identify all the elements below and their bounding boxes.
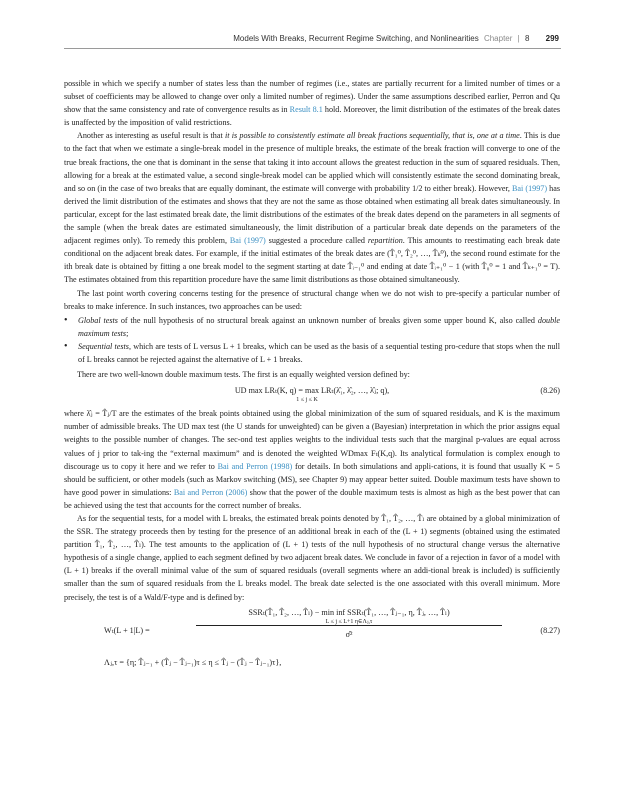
paragraph-5: where λ̂ⱼ = T̂ⱼ/T are the estimates of the break points obtained using the global minimization of the sum of squared residuals, and K is the maximum number of admissible breaks. The UD max test (the U stands for unweighted) can be given a (Bayesian) interpretation in which the prior assigns equal weights to the possible number of changes. The sec-ond test applies weights to the individual tests such that the marginal p-values are equal across values of j prior to tak-ing the “external maximum” and is denoted the weighted WDmax Fₜ(K,q). Its analytical formulation is complex enough to discourage us to copy it here and we refer to Bai and Perron (1998) for details. In both simulations and appli-cations, it is found that usually K = 5 should be sufficient, or other models (such as Markov switching (MS), see Chapter 9) may appear better suited. Double maximum tests have shown to have good power in simulations: Bai and Perron (2006) show that the power of the double maximum tests is almost as high as the best power that can be achieved using the test that accounts for the correct number of breaks. xyxy=(64,409,560,510)
header-title: Models With Breaks, Recurrent Regime Switching, and Nonlinearities xyxy=(233,34,479,43)
body-text xyxy=(64,77,560,672)
paragraph-6: As for the sequential tests, for a model with L breaks, the estimated break points denoted by T̂₁, T̂₂, …, T̂ₗ are obtained by a global minimization of the SSR. The strategy proceeds then by testing for the presence of an additional break in each of the (L + 1) segments (obtained using the estimated partition T̂₁, T̂₂, …, T̂ₗ). The test amounts to the application of (L + 1) tests of the null hypothesis of no structural change versus the alternative hypothesis of a single change, applied to each segment defined by two adjacent break dates. We conclude in favor of a rejection in favor of a model with (L + 1) breaks if the overall minimal value of the sum of squared residuals (overall segments where an addi-tional break is included) is sufficiently smaller than the sum of squared residuals from the L breaks model. The break date selected is the one associated with this overall minimum. More precisely, the test is of a Wald/F-type and is defined by: xyxy=(64,514,560,602)
header-chapter-label: Chapter xyxy=(483,34,513,43)
paragraph-4: There are two well-known double maximum tests. The first is an equally weighted version defined by: xyxy=(77,370,410,380)
equation-body: UD max LRₜ(K, q) = max LRₜ(λ̂₁, λ̂₂, …, λ̂ⱼ; q), xyxy=(234,386,390,396)
bullet-list xyxy=(64,314,560,366)
header-separator: | xyxy=(517,34,520,43)
paragraph-2: Another as interesting as useful result is that it is possible to consistently estimate all break fractions sequentially, that is, one at a time. This is due to the fact that when we estimate a single-break model in the presence of multiple breaks, the estimate of the break fraction will converge to one of the true break fractions, the one that is dominant in the sense that taking it into account allows the greatest reduction in the sum of squared residuals. Then, allowing for a break at the estimated value, a second single-break model can be applied which will consistently estimate the second dominating break, and so on (in the case of two breaks that are equally dominant, the estimate will converge with probability 1/2 to either break). However, Bai (1997) has derived the limit distribution of the estimates and shows that they are not the same as those obtained when estimating all break dates simultaneously. In particular, except for the last estimated break date, the limit distributions of the estimates of the break dates depend on the parameters in all segments of the sample (when the break dates are estimated simultaneously, the limit distribution of a particular break date depends on the parameters of the adjacent regimes only). To remedy this problem, Bai (1997) suggested a procedure called repartition. This amounts to reestimating each break date conditional on the adjacent break dates. For example, if the initial estimates of the break dates are (T̂₁⁰, T̂₂⁰, …, T̂ₖ⁰), the second round estimate for the ith break date is obtained by fitting a one break model to the segment starting at date T̂ᵢ₋₁⁰ and ending at date T̂ᵢ₊₁⁰ − 1 (with T̂₀⁰ = 1 and T̂ₖ₊₁⁰ = T). The estimates obtained from this repartition procedure have the same limit distributions as those obtained simultaneously. xyxy=(64,131,560,285)
list-item: • Global tests of the null hypothesis of no structural break against an unknown number of breaks given some upper bound K, also called double maximum tests; xyxy=(64,314,560,340)
equation-8-27 xyxy=(64,606,560,672)
equation-number: (8.26) xyxy=(540,386,560,396)
equation-subscript: L ≤ j ≤ L+1 η∈Λⱼ,τ xyxy=(325,618,373,625)
equation-denominator: σ̂² xyxy=(345,629,353,639)
list-item: • Sequential tests, which are tests of L versus L + 1 breaks, which can be used as the basis of a sequential testing pro-cedure that stops when the null of L breaks cannot be rejected against the alternative of L + 1 breaks. xyxy=(64,340,560,366)
header-rule xyxy=(64,48,561,49)
citation-link[interactable]: Bai (1997) xyxy=(512,183,548,193)
running-header xyxy=(64,34,559,43)
paragraph-3: The last point worth covering concerns testing for the presence of structural change when we do not wish to pre-specify a particular number of breaks to make inference. In such instances, two approaches can be used: xyxy=(64,288,560,311)
equation-numerator: SSRₜ(T̂₁, T̂₂, …, T̂ₗ) − min inf SSRₜ(T̂₁, …, T̂ⱼ₋₁, η, T̂ⱼ, …, T̂ₗ) xyxy=(248,607,450,617)
page-number: 299 xyxy=(545,34,559,43)
equation-number: (8.27) xyxy=(540,625,560,635)
equation-lhs: Wₜ(L + 1|L) = xyxy=(104,625,150,635)
equation-fraction xyxy=(194,606,504,641)
citation-link[interactable]: Bai (1997) xyxy=(229,236,266,246)
equation-subscript: 1 ≤ j ≤ K xyxy=(296,397,318,404)
result-link[interactable]: Result 8.1 xyxy=(289,105,323,115)
equation-lambda-definition: Λⱼ,τ = {η; T̂ⱼ₋₁ + (T̂ⱼ − T̂ⱼ₋₁)τ ≤ η ≤ T̂ⱼ − (T̂ⱼ − T̂ⱼ₋₁)τ}, xyxy=(104,657,282,667)
equation-8-26 xyxy=(64,384,560,404)
paragraph-1: possible in which we specify a number of states less than the number of regimes (i.e., states are partially recurrent for a limited number of times or a subset of coefficients may be allowed to change over only a limited number of regimes). Under the same assumptions described earlier, Perron and Qu show that the same consistency and rate of convergence results as in Result 8.1 hold. Moreover, the limit distribution of the estimates of the break dates is unaffected by the imposition of valid restrictions. xyxy=(64,79,561,128)
header-chapter-number: 8 xyxy=(524,34,530,43)
citation-link[interactable]: Bai and Perron (1998) xyxy=(217,461,293,471)
citation-link[interactable]: Bai and Perron (2006) xyxy=(173,487,248,497)
